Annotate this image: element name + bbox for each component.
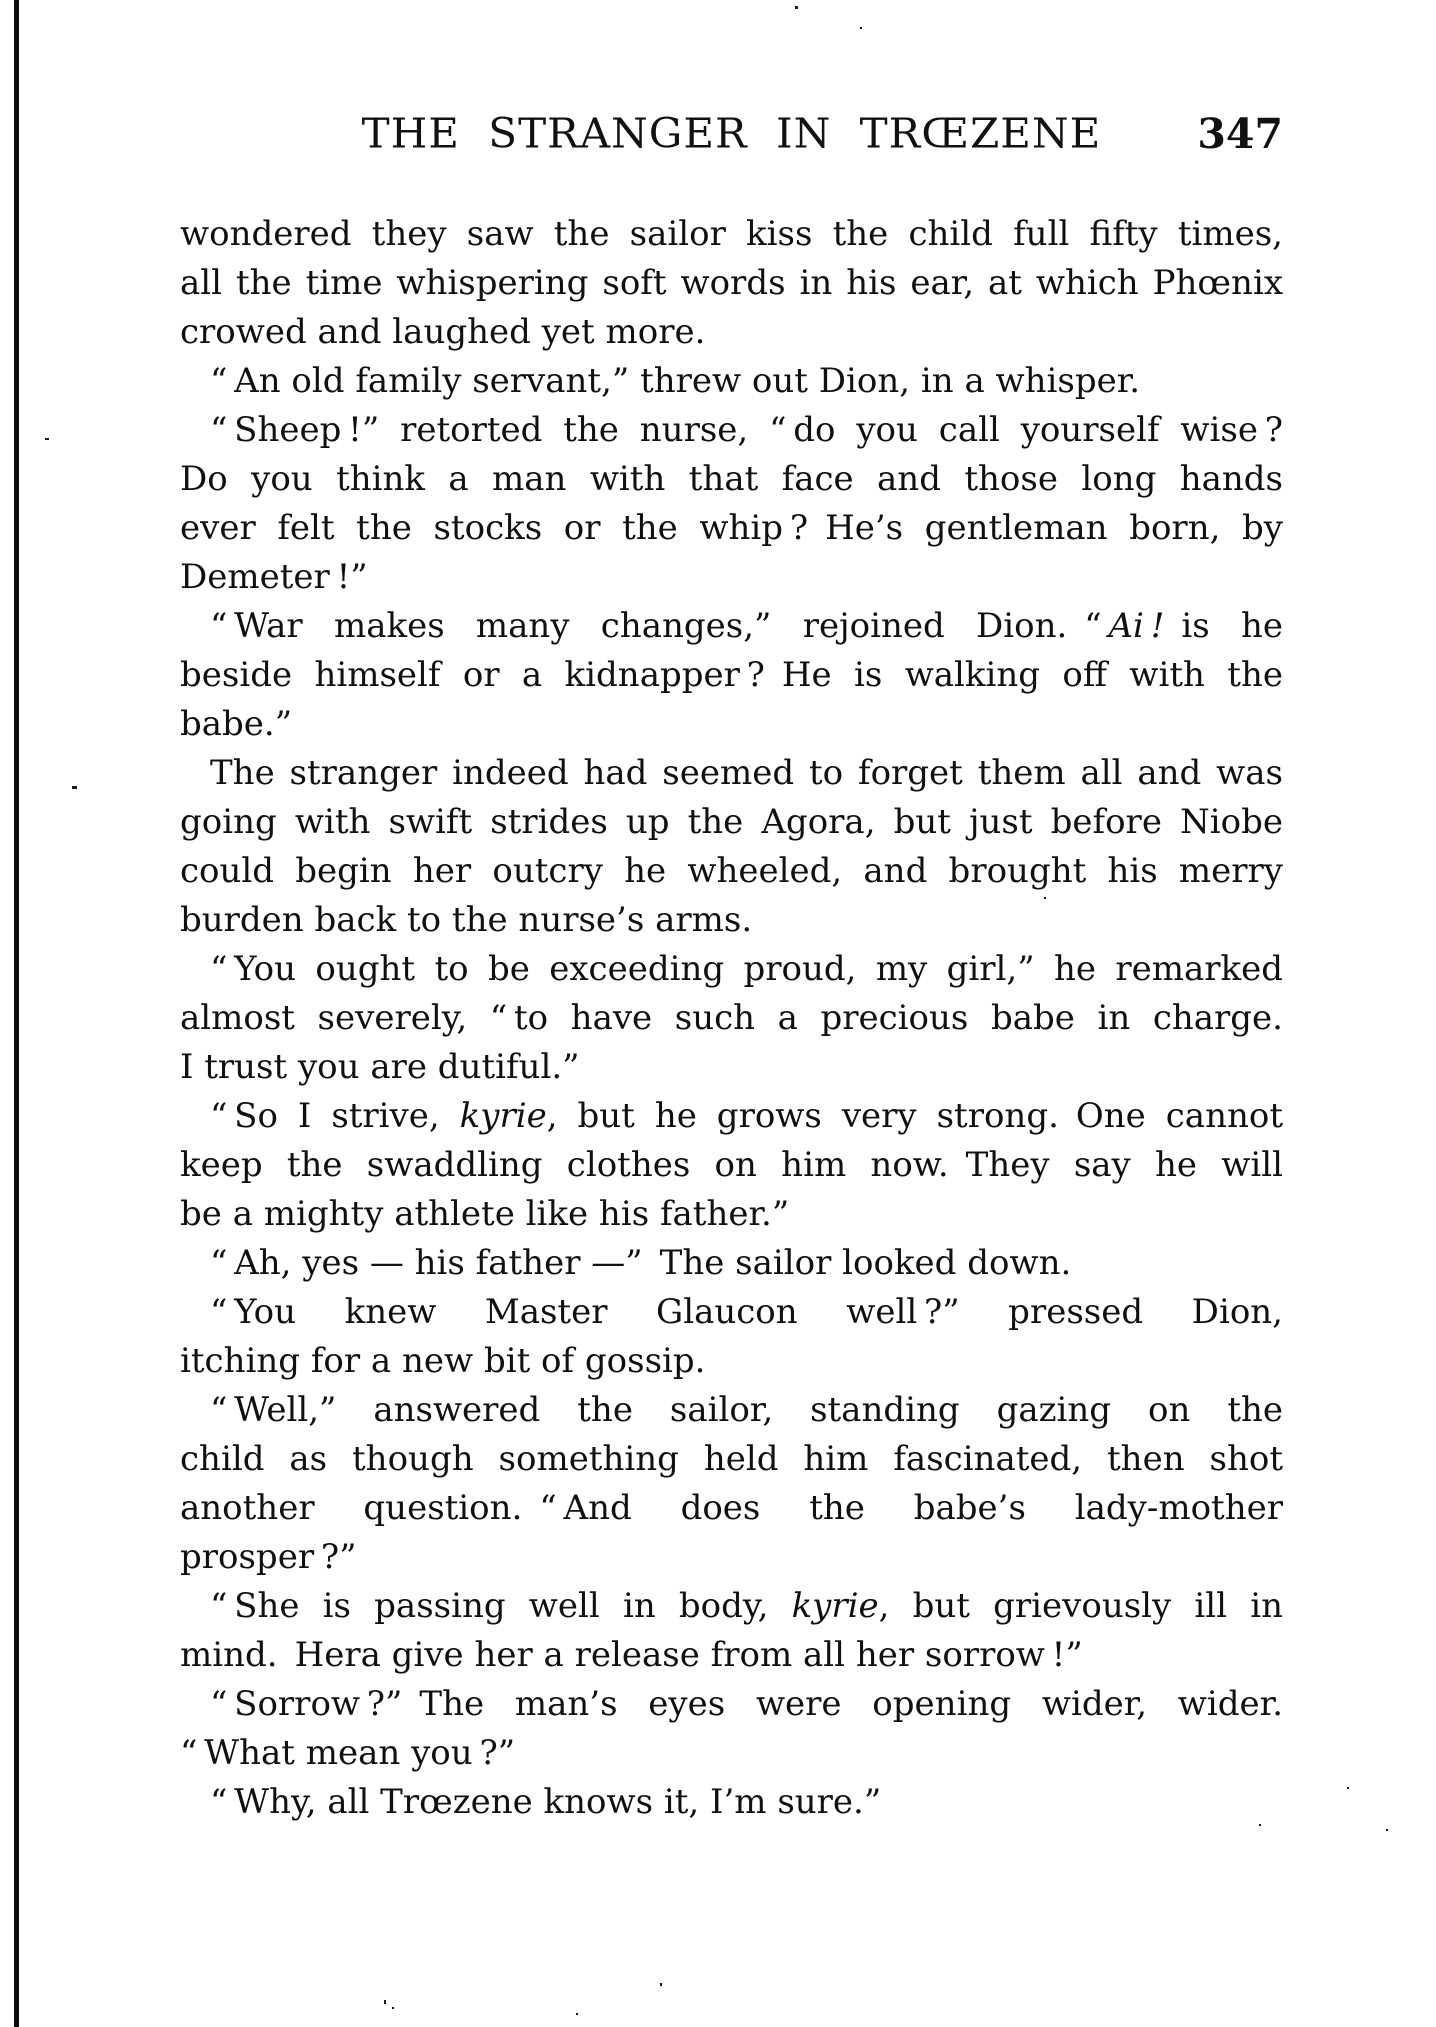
- text-line: [180, 1631, 1283, 1680]
- text-line: [180, 1288, 1283, 1337]
- text-line: [180, 1043, 1283, 1092]
- scan-speck: [795, 6, 798, 9]
- text-run: “ Why, all Trœzene knows it, I’m sure.”: [210, 1782, 882, 1822]
- text-line: [180, 1337, 1283, 1386]
- text-run: be a mighty athlete like his father.”: [180, 1194, 790, 1234]
- text-line: [180, 602, 1283, 651]
- text-line: [180, 504, 1283, 553]
- text-run: itching for a new bit of gossip.: [180, 1341, 706, 1381]
- italic-text: kyrie: [791, 1586, 879, 1626]
- scan-speck: [45, 438, 49, 440]
- text-run: “ You knew Master Glaucon well ?” pressed Dion,: [210, 1292, 1283, 1332]
- text-line: [180, 1729, 1283, 1778]
- text-line: [180, 1484, 1283, 1533]
- page-binding-line: [14, 0, 19, 2027]
- text-run: keep the swaddling clothes on him now. They say he will: [180, 1145, 1283, 1185]
- text-run: almost severely, “ to have such a precious babe in charge.: [180, 998, 1283, 1038]
- text-run: ever felt the stocks or the whip ? He’s gentleman born, by: [180, 508, 1283, 548]
- page-number: 347: [1197, 110, 1283, 158]
- scan-speck: [576, 2013, 578, 2015]
- text-run: “ Well,” answered the sailor, standing gazing on the: [210, 1390, 1283, 1430]
- text-run: beside himself or a kidnapper ? He is walking off with the: [180, 655, 1283, 695]
- scan-speck: [72, 786, 77, 789]
- running-head-title: THE STRANGER IN TRŒZENE: [361, 109, 1102, 158]
- text-line: [180, 1141, 1283, 1190]
- italic-text: Ai !: [1108, 606, 1165, 646]
- text-run: “ You ought to be exceeding proud, my girl,” he remarked: [210, 949, 1283, 989]
- scan-speck: [1044, 897, 1046, 899]
- text-line: [180, 406, 1283, 455]
- text-line: [180, 1680, 1283, 1729]
- text-run: “ Sheep !” retorted the nurse, “ do you call yourself wise ?: [210, 410, 1283, 450]
- text-run: burden back to the nurse’s arms.: [180, 900, 753, 940]
- text-line: [180, 259, 1283, 308]
- scan-speck: [392, 2007, 394, 2009]
- text-run: prosper ?”: [180, 1537, 357, 1577]
- text-line: [180, 896, 1283, 945]
- text-run: Do you think a man with that face and those long hands: [180, 459, 1283, 499]
- text-line: [180, 749, 1283, 798]
- running-head: [180, 103, 1283, 165]
- text-line: [180, 945, 1283, 994]
- text-line: [180, 700, 1283, 749]
- scan-speck: [384, 2000, 386, 2004]
- text-run: , but grievously ill in: [878, 1586, 1283, 1626]
- text-run: “ An old family servant,” threw out Dion, in a whisper.: [210, 361, 1141, 401]
- text-run: “ She is passing well in body,: [210, 1586, 792, 1626]
- text-line: [180, 651, 1283, 700]
- text-run: “ Sorrow ?” The man’s eyes were opening wider, wider.: [210, 1684, 1283, 1724]
- text-line: [180, 1386, 1283, 1435]
- text-line: [180, 1582, 1283, 1631]
- text-line: [180, 1778, 1283, 1827]
- text-run: The stranger indeed had seemed to forget them all and was: [210, 753, 1283, 793]
- text-run: going with swift strides up the Agora, but just before Niobe: [180, 802, 1283, 842]
- text-line: [180, 357, 1283, 406]
- text-line: [180, 1092, 1283, 1141]
- text-run: “ What mean you ?”: [180, 1733, 516, 1773]
- text-line: [180, 1435, 1283, 1484]
- text-run: I trust you are dutiful.”: [180, 1047, 580, 1087]
- text-run: , but he grows very strong. One cannot: [546, 1096, 1283, 1136]
- text-line: [180, 210, 1283, 259]
- text-line: [180, 308, 1283, 357]
- text-run: all the time whispering soft words in his ear, at which Phœnix: [180, 263, 1283, 303]
- text-run: crowed and laughed yet more.: [180, 312, 706, 352]
- italic-text: kyrie: [459, 1096, 547, 1136]
- text-run: another question. “ And does the babe’s lady-mother: [180, 1488, 1283, 1528]
- text-run: “ Ah, yes — his father —” The sailor looked down.: [210, 1243, 1072, 1283]
- text-line: [180, 994, 1283, 1043]
- text-line: [180, 1239, 1283, 1288]
- text-line: [180, 1533, 1283, 1582]
- text-run: “ So I strive,: [210, 1096, 460, 1136]
- text-line: [180, 798, 1283, 847]
- text-line: [180, 847, 1283, 896]
- text-run: wondered they saw the sailor kiss the child full fifty times,: [180, 214, 1283, 254]
- text-run: could begin her outcry he wheeled, and brought his merry: [180, 851, 1283, 891]
- text-run: mind. Hera give her a release from all her sorrow !”: [180, 1635, 1083, 1675]
- scan-speck: [1386, 1829, 1388, 1831]
- text-line: [180, 1190, 1283, 1239]
- text-run: “ War makes many changes,” rejoined Dion. “: [210, 606, 1109, 646]
- text-run: Demeter !”: [180, 557, 368, 597]
- scan-speck: [1347, 1787, 1349, 1789]
- scan-speck: [660, 1983, 662, 1986]
- text-line: [180, 553, 1283, 602]
- text-run: is he: [1164, 606, 1283, 646]
- body-text: [180, 210, 1283, 1827]
- scan-speck: [1259, 1824, 1261, 1826]
- text-run: babe.”: [180, 704, 293, 744]
- text-line: [180, 455, 1283, 504]
- scan-speck: [860, 27, 862, 29]
- text-run: child as though something held him fascinated, then shot: [180, 1439, 1283, 1479]
